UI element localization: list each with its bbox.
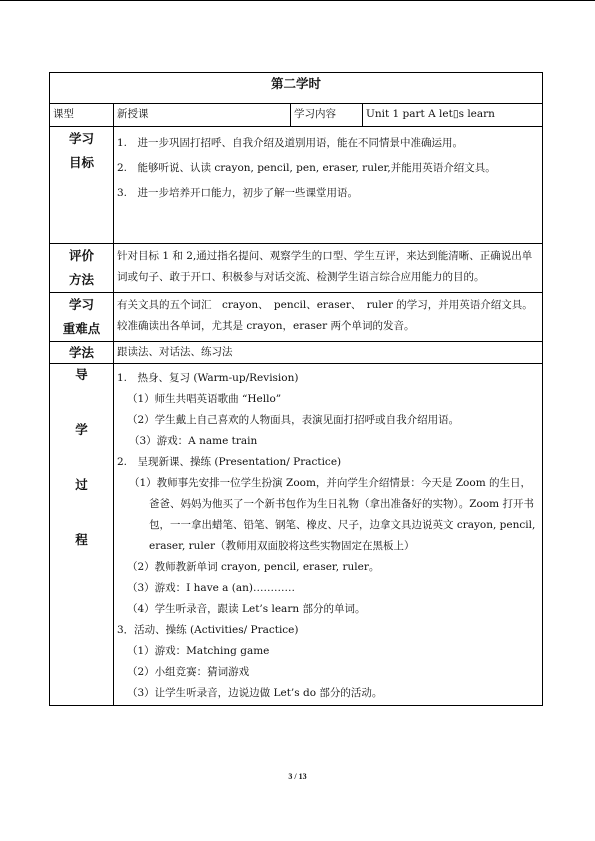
keypoint-item: 较准确读出各单词，尤其是 crayon，eraser 两个单词的发音。 xyxy=(117,320,415,332)
page-number: 3 / 13 xyxy=(288,772,307,781)
objective-item: 1. 进一步巩固打招呼、自我介绍及道别用语，能在不同情景中准确运用。 xyxy=(117,137,464,149)
keypoints-label-line: 重难点 xyxy=(62,321,101,336)
process-line: （1）教师事先安排一位学生扮演 Zoom，并向学生介绍情景：今天是 Zoom 的生日，爸爸、妈妈为他买了一个新书包作为生日礼物（拿出准备好的实物）。Zoom 打开书包，一一拿出蜡笔、铅笔、钢笔、橡皮、尺子，边拿文具边说英文 crayon, pencil, eraser, ruler（教师用双面胶将这些实物固定在黑板上） xyxy=(129,477,536,552)
evaluation-row xyxy=(50,244,543,293)
objectives-label-line: 目标 xyxy=(68,155,94,170)
process-line: （4）学生听录音，跟读 Let’s learn 部分的单词。 xyxy=(127,603,366,615)
info-row xyxy=(50,104,543,127)
keypoints-label xyxy=(50,293,114,342)
process-row xyxy=(50,364,543,706)
process-line: （2）教师教新单词 crayon, pencil, eraser, ruler。 xyxy=(127,561,380,573)
process-line: （2）小组竞赛：猜词游戏 xyxy=(127,666,250,678)
objectives-label xyxy=(50,127,114,244)
process-line: 3．活动、操练 (Activities/ Practice) xyxy=(117,624,299,636)
process-label xyxy=(50,364,114,706)
lesson-title: 第二学时 xyxy=(50,73,543,104)
objectives-label-line: 学习 xyxy=(68,131,94,146)
title-row xyxy=(50,73,543,104)
process-label-char: 学 xyxy=(75,422,88,437)
evaluation-content xyxy=(114,244,543,293)
evaluation-label-line: 评价 xyxy=(68,248,94,263)
process-lines xyxy=(117,368,539,704)
methods-label: 学法 xyxy=(50,342,114,364)
type-value: 新授课 xyxy=(114,104,291,127)
keypoints-content xyxy=(114,293,543,342)
evaluation-label xyxy=(50,244,114,293)
process-line: （3）让学生听录音，边说边做 Let’s do 部分的活动。 xyxy=(127,687,383,699)
content-label: 学习内容 xyxy=(291,104,363,127)
process-line: （2）学生戴上自己喜欢的人物面具，表演见面打招呼或自我介绍用语。 xyxy=(127,414,460,426)
process-line: 1. 热身、复习 (Warm-up/Revision) xyxy=(117,372,299,384)
type-label: 课型 xyxy=(50,104,114,127)
evaluation-label-line: 方法 xyxy=(68,272,94,287)
process-line: （3）游戏：I have a (an)………… xyxy=(127,582,295,594)
keypoints-row xyxy=(50,293,543,342)
process-label-char: 过 xyxy=(75,477,88,492)
process-label-char: 程 xyxy=(75,532,88,547)
process-line: （3）游戏：A name train xyxy=(129,435,258,447)
lesson-plan-table xyxy=(49,72,543,706)
evaluation-text: 针对目标 1 和 2,通过指名提问、观察学生的口型、学生互评，来达到能清晰、正确说出单词或句子、敢于开口、积极参与对话交流、检测学生语言综合应用能力的目的。 xyxy=(117,250,533,283)
methods-content: 跟读法、对话法、练习法 xyxy=(114,342,543,364)
process-content xyxy=(114,364,543,706)
objectives-content xyxy=(114,127,543,244)
process-label-char: 导 xyxy=(75,367,88,382)
keypoint-item: 有关文具的五个词汇 crayon、 pencil、eraser、 ruler 的学习，并用英语介绍文具。 xyxy=(117,299,533,311)
keypoints-label-line: 学习 xyxy=(68,297,94,312)
process-line: （1）师生共唱英语歌曲 “Hello” xyxy=(127,393,282,405)
objective-item: 3. 进一步培养开口能力，初步了解一些课堂用语。 xyxy=(117,187,359,199)
methods-row xyxy=(50,342,543,364)
content-value: Unit 1 part A let▯s learn xyxy=(363,104,543,127)
process-line: （1）游戏：Matching game xyxy=(127,645,270,657)
objective-item: 2. 能够听说、认读 crayon, pencil, pen, eraser, ruler,并能用英语介绍文具。 xyxy=(117,162,496,174)
top-rule xyxy=(0,0,595,1)
objectives-row xyxy=(50,127,543,244)
process-line: 2. 呈现新课、操练 (Presentation/ Practice) xyxy=(117,456,342,468)
